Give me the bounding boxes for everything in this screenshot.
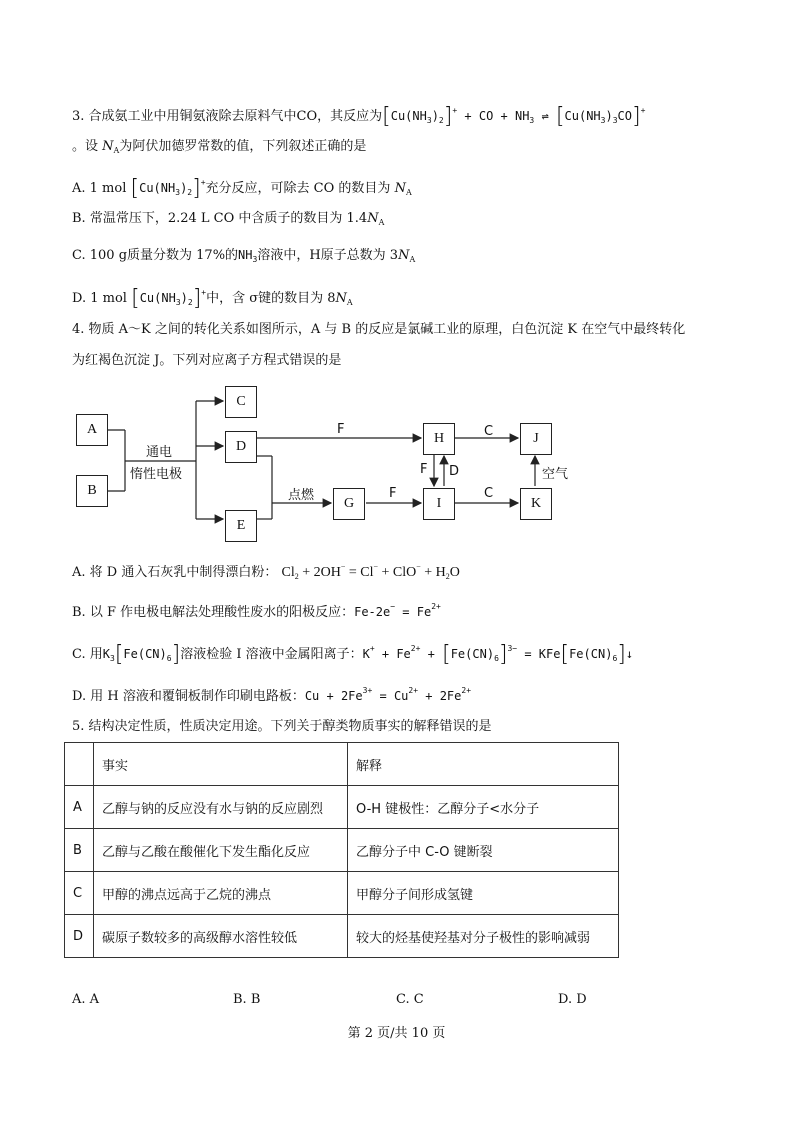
q5-answer-c: C. C <box>396 992 424 1007</box>
row-explanation: 较大的烃基使羟基对分子极性的影响减弱 <box>348 915 619 958</box>
row-fact: 甲醇的沸点远高于乙烷的沸点 <box>94 872 348 915</box>
q5-table <box>64 742 619 958</box>
label-c-hj: C <box>484 424 494 439</box>
row-label: C <box>65 872 94 915</box>
q3-option-b: B. 常温常压下，2.24 L CO 中含质子的数目为 $1.4N_A$ <box>72 211 385 227</box>
row-explanation: O-H 键极性：乙醇分子<水分子 <box>348 786 619 829</box>
table-row <box>65 915 619 958</box>
q4-option-b: B. 以 F 作电极电解法处理酸性废水的阳极反应：$Fe-2e^- = Fe^{2+}$ <box>72 602 441 620</box>
q5-answer-b: B. B <box>233 992 261 1007</box>
node-d: D <box>225 431 257 463</box>
q5-answer-a: A. A <box>72 992 100 1007</box>
q4-option-d: D. 用 H 溶液和覆铜板制作印刷电路板：$Cu + 2Fe^{3+} = Cu^{2+} + 2Fe^{2+}$ <box>72 686 472 704</box>
row-explanation: 甲醇分子间形成氢键 <box>348 872 619 915</box>
q3-stem-line2: 。设 $N_A$为阿伏加德罗常数的值，下列叙述正确的是 <box>72 139 367 155</box>
table-header-row <box>65 743 619 786</box>
q3-option-d: D. 1 mol $[Cu(NH_3)_2]^+$中，含 σ键的数目为 $8N_A$ <box>72 286 353 311</box>
row-fact: 乙醇与乙酸在酸催化下发生酯化反应 <box>94 829 348 872</box>
q3-stem-line1: 3. 合成氨工业中用铜氨液除去原料气中CO，其反应为$[Cu(NH_3)_2]^+$ + CO + $NH_3$ ⇌ $[Cu(NH_3)_3CO]^+$ <box>72 104 646 129</box>
page-footer: 第 2 页/共 10 页 <box>347 1026 446 1041</box>
label-ignite: 点燃 <box>288 488 315 503</box>
table-row <box>65 829 619 872</box>
row-label: B <box>65 829 94 872</box>
q5-stem: 5. 结构决定性质，性质决定用途。下列关于醇类物质事实的解释错误的是 <box>72 719 492 734</box>
node-b: B <box>76 475 108 507</box>
node-h: H <box>423 423 455 455</box>
row-fact: 碳原子数较多的高级醇水溶性较低 <box>94 915 348 958</box>
q3-option-a: A. 1 mol $[Cu(NH_3)_2]^+$充分反应，可除去 CO 的数目为 $N_A$ <box>72 176 412 201</box>
node-i: I <box>423 488 455 520</box>
label-f-hi: F <box>420 462 428 477</box>
diagram-arrows <box>0 0 793 560</box>
node-c: C <box>225 386 257 418</box>
row-label: D <box>65 915 94 958</box>
q4-stem-line2: 为红褐色沉淀 J。下列对应离子方程式错误的是 <box>72 353 342 368</box>
node-k: K <box>520 488 552 520</box>
header-cell-empty <box>65 743 94 786</box>
label-c-ik: C <box>484 486 494 501</box>
header-cell-explanation: 解释 <box>348 743 619 786</box>
row-explanation: 乙醇分子中 C-O 键断裂 <box>348 829 619 872</box>
label-inert-electrode: 惰性电极 <box>130 467 183 482</box>
q4-stem-line1: 4. 物质 A～K 之间的转化关系如图所示，A 与 B 的反应是氯碱工业的原理，白色沉淀 K 在空气中最终转化 <box>72 322 686 337</box>
label-f-gi: F <box>389 486 397 501</box>
q4-option-a: A. 将 D 通入石灰乳中制得漂白粉： $Cl_2 + 2OH^- = Cl^- + ClO^- + H_2O$ <box>72 562 460 581</box>
header-cell-fact: 事实 <box>94 743 348 786</box>
row-label: A <box>65 786 94 829</box>
node-g: G <box>333 488 365 520</box>
node-a: A <box>76 414 108 446</box>
label-d-ih: D <box>449 464 460 479</box>
q3-option-c: C. 100 g质量分数为 17%的$NH_3$溶液中，H原子总数为 $3N_A$ <box>72 248 416 264</box>
reaction-diagram <box>0 0 793 560</box>
table-row <box>65 786 619 829</box>
q4-option-c: C. 用$K_3[Fe(CN)_6]$溶液检验 I 溶液中金属阳离子：$K^+ + Fe^{2+} + [Fe(CN)_6]^{3-}$ = $KFe[Fe(CN)_6]↓$ <box>72 642 634 667</box>
table-row <box>65 872 619 915</box>
label-electrolysis: 通电 <box>146 445 173 460</box>
row-fact: 乙醇与钠的反应没有水与钠的反应剧烈 <box>94 786 348 829</box>
node-j: J <box>520 423 552 455</box>
q5-answer-d: D. D <box>558 992 587 1007</box>
label-air: 空气 <box>542 467 569 482</box>
node-e: E <box>225 510 257 542</box>
label-f-dh: F <box>337 422 345 437</box>
